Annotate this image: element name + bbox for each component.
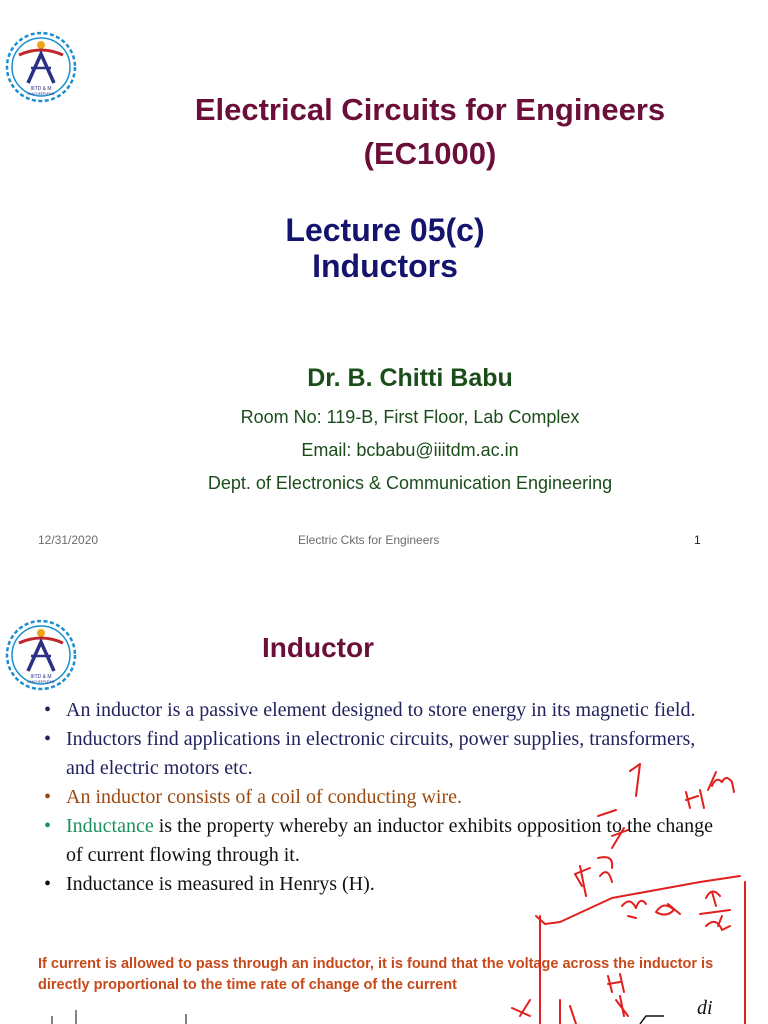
svg-text:IIITD & M: IIITD & M xyxy=(30,674,52,680)
email-info: Email: bcbabu@iiitdm.ac.in xyxy=(301,440,519,460)
bullet-item: • An inductor consists of a coil of conducting wire. xyxy=(44,786,463,808)
svg-text:KANCHEEPURAM: KANCHEEPURAM xyxy=(27,92,55,96)
slide-title: Inductor xyxy=(262,632,374,663)
bullet-item: • An inductor is a passive element designed to store energy in its magnetic field. xyxy=(44,699,696,721)
bullet-item: • Inductance is measured in Henrys (H). xyxy=(44,873,375,895)
bullet-item: • Inductors find applications in electronic circuits, power supplies, transformers, and electric motors etc. xyxy=(44,728,696,779)
room-info: Room No: 119-B, First Floor, Lab Complex xyxy=(240,407,580,427)
bullet-list xyxy=(44,696,724,899)
inductor-slide xyxy=(0,596,768,1024)
course-title: Electrical Circuits for Engineers (EC1000) xyxy=(194,92,666,171)
footer-page-number: 1 xyxy=(694,533,701,547)
slide-divider xyxy=(0,576,768,596)
footer-date: 12/31/2020 xyxy=(38,533,99,547)
department-info: Dept. of Electronics & Communication Engineering xyxy=(207,473,613,493)
institute-logo-icon xyxy=(2,28,80,106)
highlight-note: If current is allowed to pass through an inductor, it is found that the voltage across the inductor is directly proportional to the time rate of change of the current xyxy=(38,956,714,993)
circuit-diagram-partial xyxy=(52,1010,186,1024)
bullet-item: • Inductance is the property whereby an inductor exhibits opposition to the change of current flowing through it. xyxy=(44,815,714,866)
institute-logo-icon xyxy=(2,616,80,694)
footer-course: Electric Ckts for Engineers xyxy=(298,533,440,547)
formula-partial: di xyxy=(697,997,713,1019)
svg-text:KANCHEEPURAM: KANCHEEPURAM xyxy=(27,680,55,684)
author-name: Dr. B. Chitti Babu xyxy=(307,364,513,392)
lecture-heading: Lecture 05(c) Inductors xyxy=(285,212,485,284)
svg-text:IIITD & M: IIITD & M xyxy=(30,86,52,92)
inductance-term: Inductance xyxy=(66,815,154,837)
